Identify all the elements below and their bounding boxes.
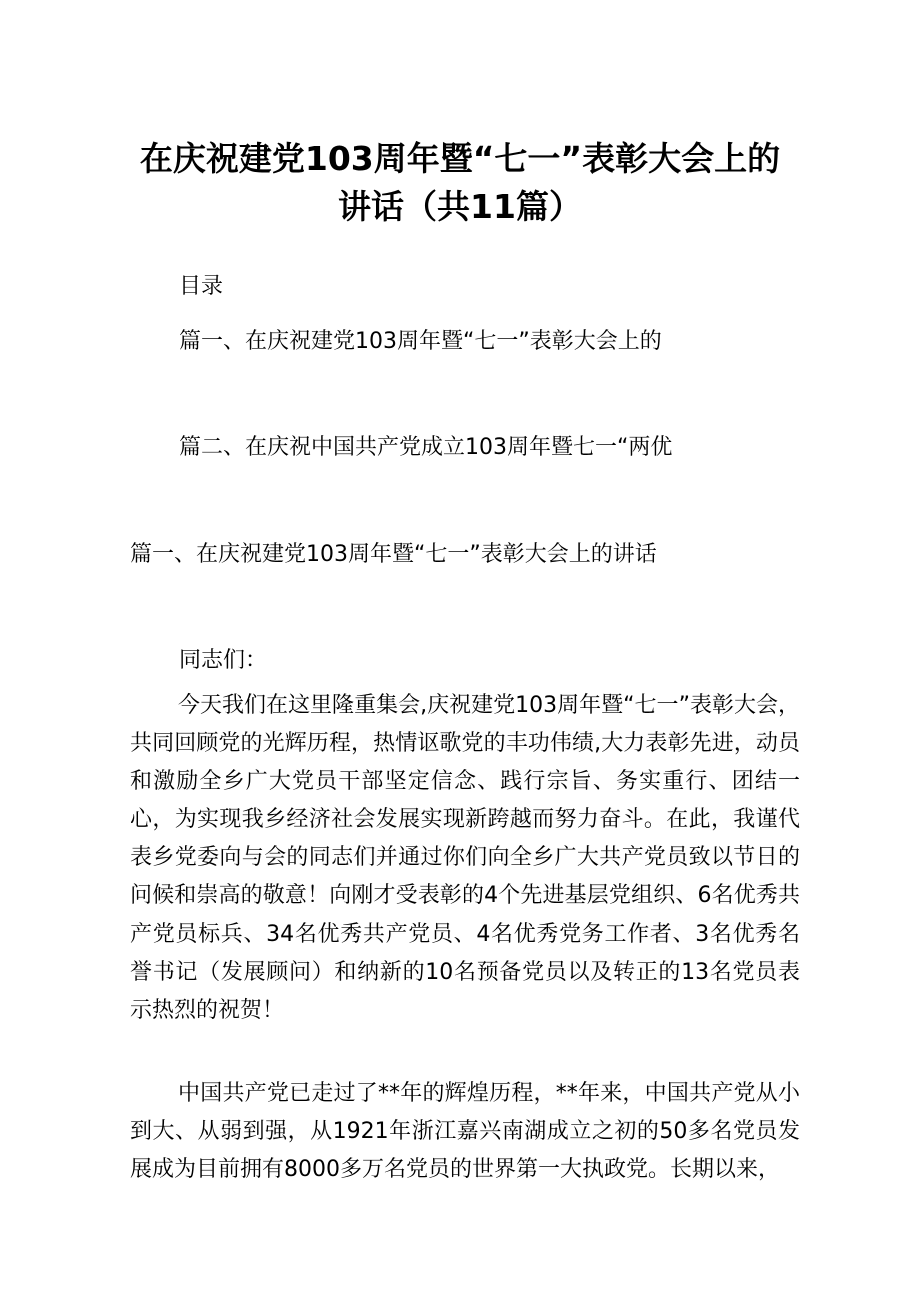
body-paragraph: 中国共产党已走过了**年的辉煌历程，**年来，中国共产党从小到大、从弱到强，从1921年浙江嘉兴南湖成立之初的50多名党员发展成为目前拥有8000多万名党员的世界第一大执政党。长期以来， (130, 1081, 801, 1183)
document-title-line-2: 讲话（共11篇） (338, 187, 582, 226)
toc-item[interactable]: 篇二、在庆祝中国共产党成立103周年暨七一“两优 (179, 435, 673, 460)
document-title-line-1: 在庆祝建党103周年暨“七一”表彰大会上的 (139, 139, 781, 178)
section-heading: 篇一、在庆祝建党103周年暨“七一”表彰大会上的讲话 (130, 542, 657, 567)
salutation: 同志们： (179, 648, 268, 673)
toc-heading: 目录 (179, 274, 224, 299)
toc-item[interactable]: 篇一、在庆祝建党103周年暨“七一”表彰大会上的 (179, 329, 662, 354)
body-paragraph: 今天我们在这里隆重集会,庆祝建党103周年暨“七一”表彰大会，共同回顾党的光辉历程，热情讴歌党的丰功伟绩,大力表彰先进，动员和激励全乡广大党员干部坚定信念、践行宗旨、务实重行、团结一心，为实现我乡经济社会发展实现新跨越而努力奋斗。在此，我谨代表乡党委向与会的同志们并通过你们向全乡广大共产党员致以节日的问候和崇高的敬意！向刚才受表彰的4个先进基层党组织、6名优秀共产党员标兵、34名优秀共产党员、4名优秀党务工作者、3名优秀名誉书记（发展顾问）和纳新的10名预备党员以及转正的13名党员表示热烈的祝贺！ (130, 693, 800, 1023)
